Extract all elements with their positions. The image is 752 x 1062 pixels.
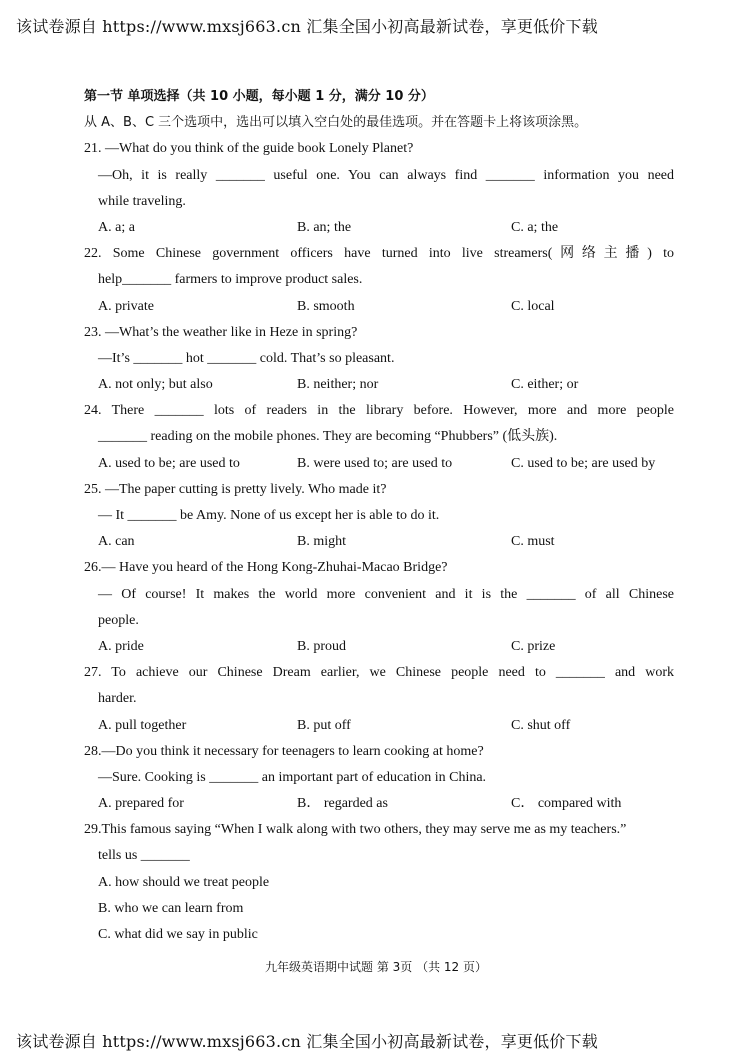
option-b: B. smooth	[297, 298, 355, 314]
page-footer: 九年级英语期中试题 第 3页 （共 12 页）	[265, 960, 487, 974]
question-line: 22. Some Chinese government officers have turned into live streamers(网络主播) to	[84, 246, 674, 262]
source-banner-top: 该试卷源自 https://www.mxsj663.cn 汇集全国小初高最新试卷，享更低价下载	[16, 17, 598, 36]
question-28	[84, 739, 674, 818]
option-a: A. pull together	[98, 717, 187, 733]
option-b: B. were used to; are used to	[297, 455, 453, 471]
answer-options	[84, 634, 674, 660]
question-line: 27. To achieve our Chinese Dream earlier, we Chinese people need to _______ and work	[84, 665, 674, 681]
question-line: 25. —The paper cutting is pretty lively. Who made it?	[84, 481, 387, 497]
option-c: C. used to be; are used by	[511, 455, 656, 471]
option-a: A. not only; but also	[98, 377, 213, 393]
question-line: —It’s _______ hot _______ cold. That’s so pleasant.	[98, 350, 395, 366]
question-line: —Oh, it is really _______ useful one. You can always find _______ information you need	[98, 167, 674, 183]
option-b: B. proud	[297, 638, 346, 654]
option-a: A. how should we treat people	[98, 874, 270, 890]
source-banner-bottom: 该试卷源自 https://www.mxsj663.cn 汇集全国小初高最新试卷，享更低价下载	[16, 1032, 598, 1051]
question-line: harder.	[98, 691, 137, 707]
question-line: help_______ farmers to improve product sales.	[98, 272, 363, 288]
answer-options	[84, 791, 674, 817]
answer-options	[84, 451, 674, 477]
question-line: —Sure. Cooking is _______ an important part of education in China.	[98, 769, 487, 785]
option-c: C. prize	[511, 638, 556, 654]
question-22	[84, 241, 674, 320]
option-b: B. who we can learn from	[98, 900, 244, 916]
question-line: tells us _______	[98, 848, 190, 864]
answer-options	[84, 294, 674, 320]
section-instruction: 从 A、B、C 三个选项中，选出可以填入空白处的最佳选项。并在答题卡上将该项涂黑。	[84, 115, 588, 131]
option-c: C． compared with	[511, 796, 622, 812]
question-line: 21. —What do you think of the guide book Lonely Planet?	[84, 141, 414, 157]
answer-options	[84, 713, 674, 739]
question-line: — It _______ be Amy. None of us except her is able to do it.	[98, 508, 440, 523]
option-c: C. a; the	[511, 219, 559, 235]
option-b: B. put off	[297, 717, 351, 733]
exam-page	[84, 84, 674, 948]
answer-options	[84, 372, 674, 398]
option-c: C. what did we say in public	[98, 927, 258, 942]
question-24	[84, 398, 674, 477]
answer-options	[84, 215, 674, 241]
question-23	[84, 320, 674, 399]
option-b: B. neither; nor	[297, 377, 379, 393]
option-a: A. pride	[98, 638, 144, 654]
question-21	[84, 136, 674, 241]
option-b: B. might	[297, 534, 347, 550]
question-line: 23. —What’s the weather like in Heze in spring?	[84, 324, 358, 340]
question-line: while traveling.	[98, 193, 186, 209]
question-line: — Of course! It makes the world more convenient and it is the _______ of all Chinese	[98, 586, 674, 602]
option-b: B． regarded as	[297, 796, 388, 812]
question-26	[84, 555, 674, 660]
option-b: B. an; the	[297, 219, 352, 235]
question-29	[84, 817, 674, 948]
option-a: A. can	[98, 534, 135, 550]
option-c: C. shut off	[511, 717, 571, 733]
section-title: 第一节 单项选择（共 10 小题，每小题 1 分，满分 10 分）	[84, 89, 434, 104]
question-line: 26.— Have you heard of the Hong Kong-Zhuhai-Macao Bridge?	[84, 560, 448, 576]
question-line: 29.This famous saying “When I walk along with two others, they may serve me as my teachers.”	[84, 822, 627, 838]
option-a: A. private	[98, 298, 154, 314]
question-line: 24. There _______ lots of readers in the library before. However, more and more people	[84, 403, 674, 419]
question-27	[84, 660, 674, 739]
option-a: A. prepared for	[98, 796, 184, 812]
answer-options	[84, 529, 674, 555]
question-line: people.	[98, 612, 139, 628]
question-25	[84, 477, 674, 556]
option-c: C. local	[511, 298, 555, 314]
option-c: C. either; or	[511, 377, 579, 393]
option-a: A. a; a	[98, 219, 135, 235]
option-c: C. must	[511, 534, 555, 550]
question-line: 28.—Do you think it necessary for teenagers to learn cooking at home?	[84, 743, 484, 759]
question-line: _______ reading on the mobile phones. They are becoming “Phubbers” (低头族).	[98, 429, 558, 445]
option-a: A. used to be; are used to	[98, 455, 240, 471]
